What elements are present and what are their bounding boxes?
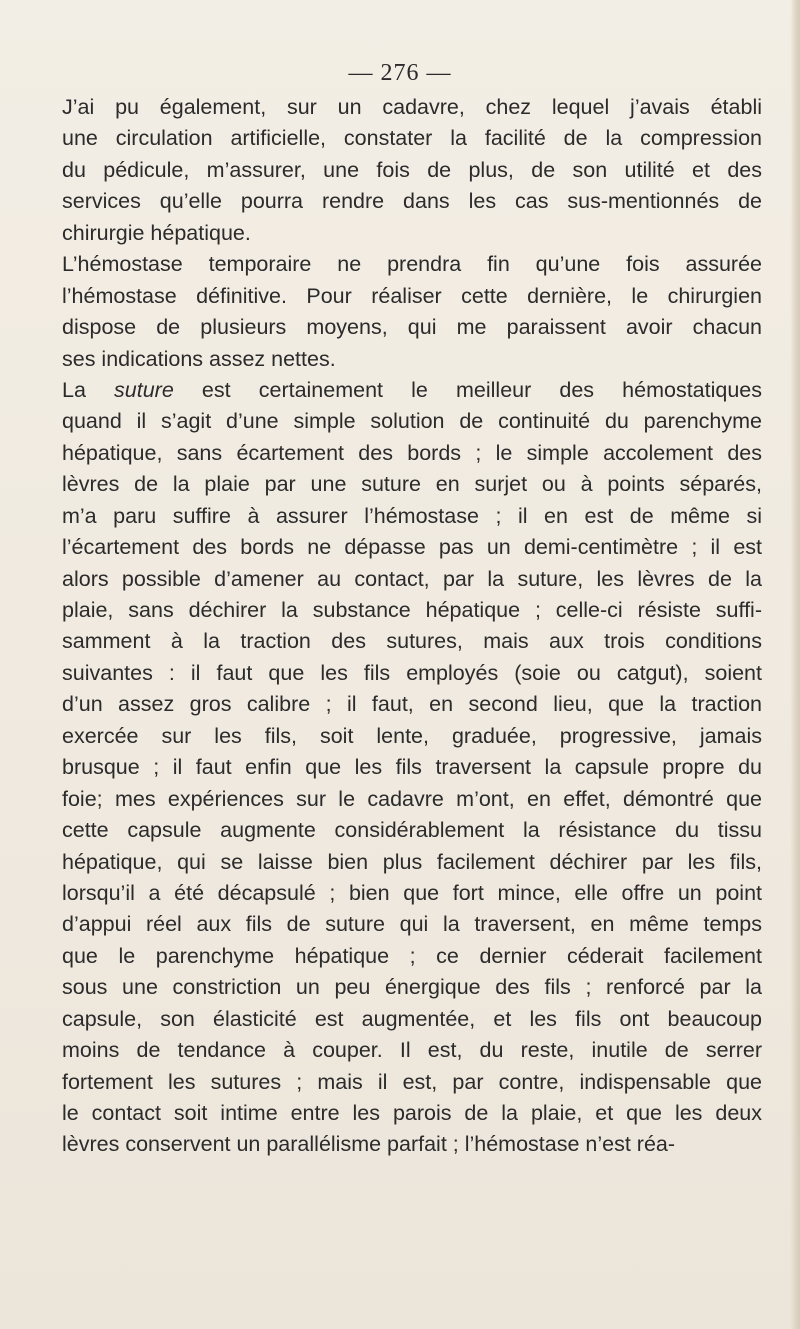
text-line: lorsqu’il a été décapsulé ; bien que fort mince, elle offre un point xyxy=(62,880,762,905)
text-line: du pédicule, m’assurer, une fois de plus, de son utilité et des xyxy=(62,157,762,182)
text-line: sous une constriction un peu énergique des fils ; renforcé par la xyxy=(62,975,762,1000)
text-line: J’ai pu également, sur un cadavre, chez lequel j’avais établi xyxy=(62,95,762,119)
text-line: hépatique, qui se laisse bien plus facilement déchirer par les fils, xyxy=(62,849,762,874)
line-suffix: est certainement le meilleur des hémostatiques xyxy=(173,377,763,402)
page-edge xyxy=(790,0,800,1329)
paragraph-2 xyxy=(62,249,762,375)
text-line: quand il s’agit d’une simple solution de continuité du parenchyme xyxy=(62,409,762,434)
text-line: le contact soit intime entre les parois de la plaie, et que les deux xyxy=(62,1101,762,1125)
text-line: chirurgie hépatique. xyxy=(62,220,251,245)
text-line: que le parenchyme hépatique ; ce dernier céderait facilement xyxy=(62,943,762,968)
paragraph-3 xyxy=(62,375,762,1161)
text-line: d’appui réel aux fils de suture qui la traversent, en même temps xyxy=(62,912,762,937)
text-line-with-italic xyxy=(62,375,762,406)
page-number: — 276 — xyxy=(348,60,452,86)
text-line: foie; mes expériences sur le cadavre m’ont, en effet, démontré que xyxy=(62,786,762,811)
text-line: alors possible d’amener au contact, par la suture, les lèvres de la xyxy=(62,566,762,591)
text-line: capsule, son élasticité est augmentée, et les fils ont beaucoup xyxy=(62,1006,762,1031)
paragraph-1 xyxy=(62,92,762,249)
text-line: une circulation artificielle, constater la facilité de la compression xyxy=(62,126,762,151)
text-line: suivantes : il faut que les fils employés (soie ou catgut), soient xyxy=(62,660,762,685)
italic-term: suture xyxy=(114,377,174,402)
text-line: exercée sur les fils, soit lente, graduée, progressive, jamais xyxy=(62,723,762,748)
text-line: services qu’elle pourra rendre dans les cas sus-mentionnés de xyxy=(62,189,762,214)
text-line: cette capsule augmente considérablement la résistance du tissu xyxy=(62,818,762,843)
text-line: ses indications assez nettes. xyxy=(62,346,336,371)
text-line: m’a paru suffire à assurer l’hémostase ; il en est de même si xyxy=(62,503,762,528)
body-text xyxy=(62,92,762,1161)
text-line: moins de tendance à couper. Il est, du reste, inutile de serrer xyxy=(62,1038,762,1063)
text-line: hépatique, sans écartement des bords ; le simple accolement des xyxy=(62,440,762,465)
text-line: dispose de plusieurs moyens, qui me paraissent avoir chacun xyxy=(62,315,762,340)
text-line: samment à la traction des sutures, mais aux trois conditions xyxy=(62,629,762,654)
text-line: plaie, sans déchirer la substance hépatique ; celle-ci résiste suffi- xyxy=(62,598,762,622)
text-line: l’hémostase définitive. Pour réaliser cette dernière, le chirurgien xyxy=(62,283,762,308)
text-line: d’un assez gros calibre ; il faut, en second lieu, que la traction xyxy=(62,692,762,717)
text-line: fortement les sutures ; mais il est, par contre, indispensable que xyxy=(62,1069,762,1094)
text-line: lèvres de la plaie par une suture en surjet ou à points séparés, xyxy=(62,472,762,497)
text-line: L’hémostase temporaire ne prendra fin qu’une fois assurée xyxy=(62,252,762,277)
text-line: l’écartement des bords ne dépasse pas un demi-centimètre ; il est xyxy=(62,535,762,560)
text-line: brusque ; il faut enfin que les fils traversent la capsule propre du xyxy=(62,755,762,780)
line-prefix: La xyxy=(62,377,115,402)
text-line: lèvres conservent un parallélisme parfait ; l’hémostase n’est réa- xyxy=(62,1132,676,1157)
